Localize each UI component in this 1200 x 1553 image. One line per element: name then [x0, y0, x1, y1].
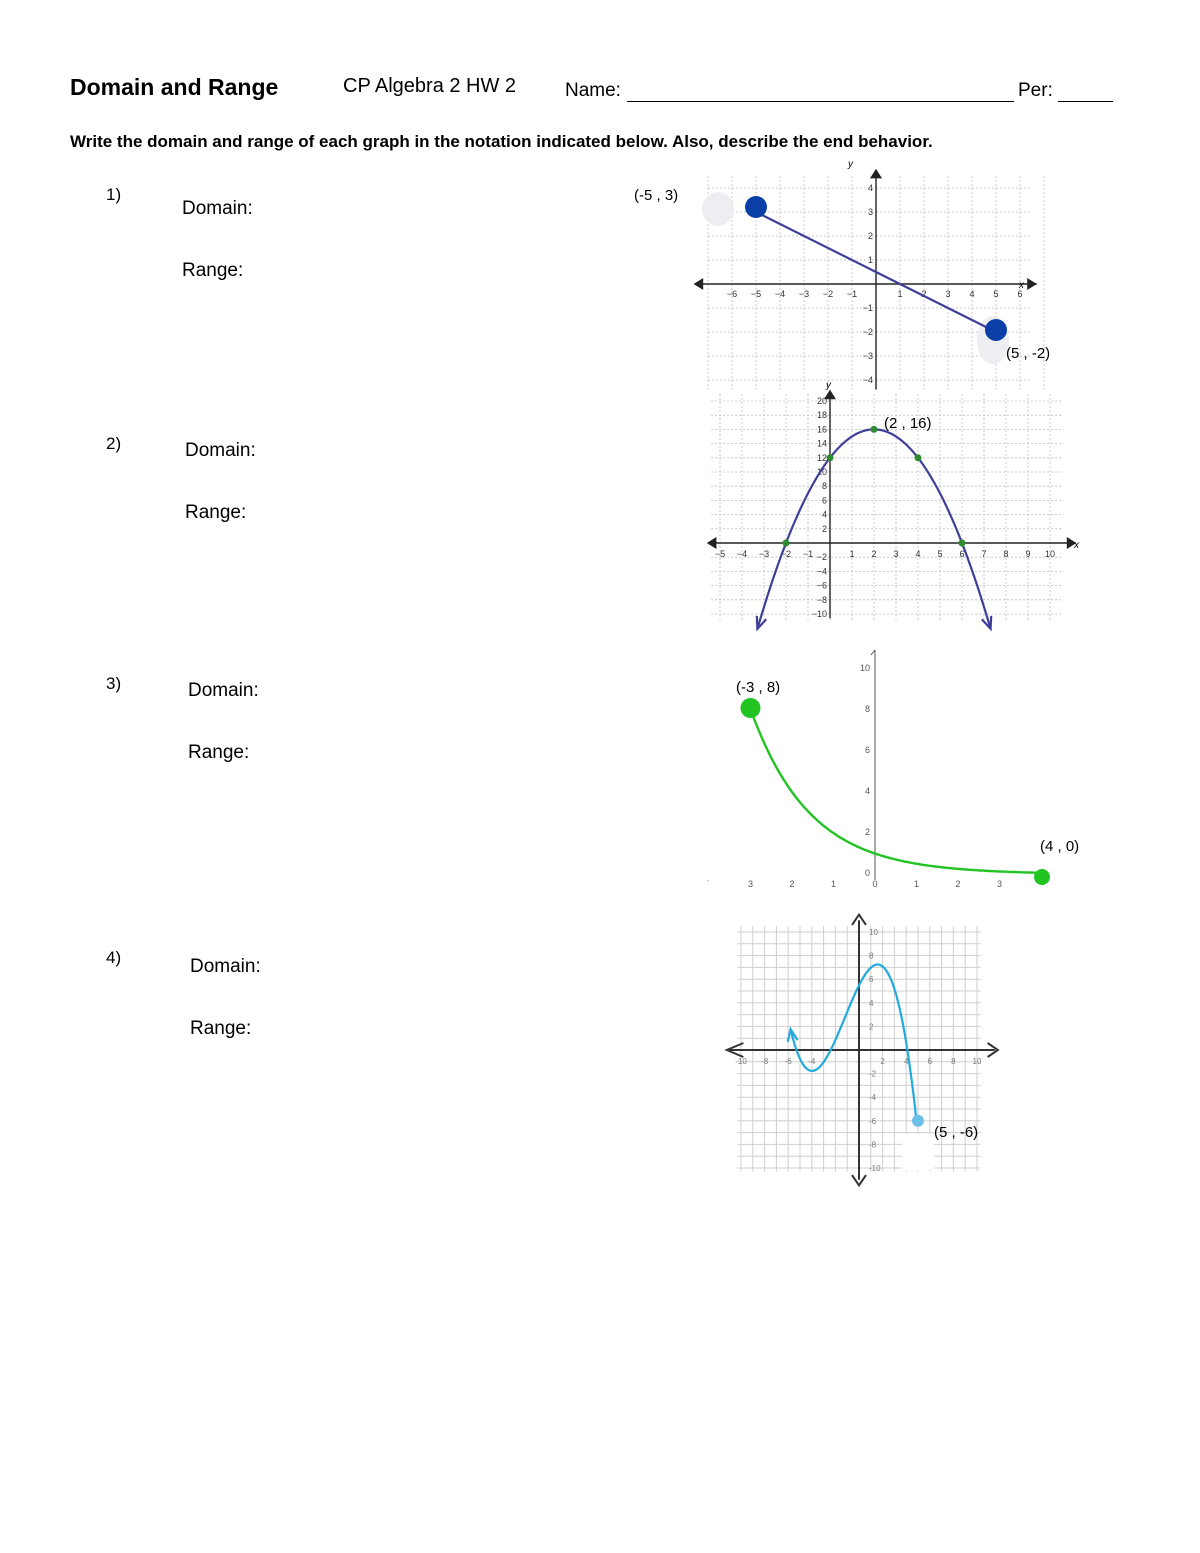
graph-1-x-tick-label: −6 — [726, 289, 738, 299]
graph-2-x-tick-label: −4 — [736, 549, 748, 559]
graph-3-y-tick-label: 6 — [864, 745, 870, 755]
graph-3-x-tick-label: 3 — [747, 879, 754, 889]
graph-2-y-tick-label: −8 — [816, 594, 827, 605]
graph-4-x-tick-label: -4 — [808, 1057, 816, 1066]
graph-2-x-tick-label: −3 — [758, 549, 770, 559]
graph-2-y-tick-label: −10 — [811, 609, 827, 619]
problem-1-range-label: Range: — [182, 260, 244, 281]
graph-2-x-tick-label: 10 — [1044, 549, 1056, 559]
graph-4-x-tick-label: -10 — [735, 1057, 747, 1066]
graph-3-x-tick-label: 0 — [872, 879, 878, 889]
graph-1-right-endpoint-label: (5 , -2) — [1006, 345, 1051, 362]
graph-3-y-tick-label: 4 — [864, 786, 870, 796]
graph-1-x-tick-label: −1 — [846, 289, 858, 299]
graph-3-y-tick-label: 0 — [864, 868, 870, 878]
graph-4-x-tick-label: -8 — [761, 1057, 769, 1066]
problem-3-number: 3) — [106, 674, 122, 693]
graph-2-y-tick-label: −2 — [816, 552, 827, 563]
graph-4-x-tick-label: 6 — [927, 1057, 933, 1066]
graph-3-x-tick-label: 3 — [996, 879, 1003, 889]
problem-1-domain-label: Domain: — [182, 198, 253, 219]
problem-1-number: 1) — [106, 185, 122, 204]
graph-4-y-tick-label: -10 — [869, 1164, 881, 1173]
graph-4-y-tick-label: 8 — [869, 951, 874, 961]
graph-2-x-tick-label: 6 — [959, 549, 965, 559]
graph-1-x-tick-label: 4 — [969, 289, 975, 299]
graph-1-x-tick-label: 2 — [921, 289, 927, 299]
graph-2-x-tick-label: 3 — [893, 549, 899, 559]
graph-2-y-tick-label: 16 — [816, 424, 827, 435]
graph-1-x-tick-label: −2 — [822, 289, 834, 299]
graph-2-y-tick-label: 2 — [821, 523, 827, 534]
graph-1-y-tick-label: 2 — [867, 231, 873, 241]
graph-2-y-tick-label: 12 — [816, 452, 827, 463]
graph-1-y-tick-label: −4 — [862, 375, 873, 385]
graph-1-x-tick-label: 5 — [993, 289, 999, 299]
graph-1-x-axis-label: x — [1019, 280, 1024, 291]
problem-4-range-label: Range: — [190, 1018, 252, 1039]
graph-1-x-tick-label: −5 — [750, 289, 762, 299]
graph-4-label-mask — [902, 1134, 934, 1170]
graph-4-x-tick-label: 4 — [903, 1057, 909, 1066]
graph-2-y-tick-label: 20 — [816, 396, 827, 406]
graph-4-x-tick-label: 8 — [951, 1057, 956, 1066]
graph-2-x-tick-label: −5 — [714, 549, 726, 559]
graph-4-y-tick-label: -6 — [869, 1116, 877, 1126]
graph-2-y-tick-label: −4 — [816, 566, 827, 577]
graph-4-y-tick-label: 2 — [869, 1022, 874, 1032]
graph-2-y-axis-label: y — [826, 380, 831, 391]
graph-2-y-tick-label: 14 — [816, 438, 827, 449]
graph-4-x-tick-label: -6 — [784, 1057, 792, 1066]
graph-4-endpoint-label: (5 , -6) — [934, 1124, 979, 1141]
graph-4-endpoint — [912, 1115, 924, 1127]
graph-2-x-tick-label: 1 — [849, 549, 855, 559]
graph-4-y-tick-label: 10 — [869, 928, 878, 937]
graph-2-x-axis-label: x — [1074, 540, 1079, 551]
graph-2-x-tick-label: 5 — [937, 549, 943, 559]
problem-2-number: 2) — [106, 434, 122, 453]
graph-1-y-tick-label: −2 — [862, 327, 873, 337]
graph-1-left-endpoint-label: (-5 , 3) — [634, 187, 679, 204]
graph-1-x-tick-label: −4 — [774, 289, 786, 299]
graph-2-x-tick-label: 4 — [915, 549, 921, 559]
page-title: Domain and Range — [70, 74, 279, 100]
graph-3-left-endpoint-label: (-3 , 8) — [736, 679, 781, 696]
graph-2-y-tick-label: 6 — [821, 495, 827, 506]
graph-4-y-tick-label: 4 — [869, 998, 874, 1008]
instructions: Write the domain and range of each graph in the notation indicated below. Also, describe the end behavior. — [70, 132, 933, 151]
graph-4-x-tick-label: 2 — [880, 1057, 885, 1066]
graph-1-x-tick-label: 6 — [1017, 289, 1023, 299]
graph-1-y-axis-label: y — [848, 159, 853, 170]
graph-3-y-tick-label: 2 — [864, 827, 870, 837]
graph-3-x-tick-label: 2 — [789, 879, 795, 889]
graph-3-y-tick-label: 8 — [864, 704, 870, 714]
graph-2-y-tick-label: 8 — [821, 481, 827, 492]
graph-4-y-tick-label: -4 — [869, 1093, 877, 1103]
graph-1-x-tick-label: 3 — [945, 289, 951, 299]
graph-2-x-tick-label: 7 — [981, 549, 987, 559]
problem-3-range-label: Range: — [188, 742, 250, 763]
graph-4-y-tick-label: 6 — [869, 975, 874, 985]
period-label: Per: — [1018, 80, 1053, 101]
problem-2-domain-label: Domain: — [185, 440, 256, 461]
graph-2-y-tick-label: 10 — [816, 467, 827, 477]
graph-2-y-tick-label: 18 — [816, 410, 827, 421]
graph-4-y-tick-label: -2 — [869, 1069, 877, 1079]
graph-2-y-tick-label: 4 — [821, 509, 827, 520]
graph-3-x-tick-label: 1 — [830, 879, 837, 889]
graph-1-y-tick-label: 4 — [867, 183, 873, 193]
graph-1-y-tick-label: 3 — [867, 207, 873, 217]
graph-3-x-tick-mark: . — [707, 874, 710, 883]
graph-2-vertex-label: (2 , 16) — [884, 415, 932, 432]
graph-3-x-tick-label: 2 — [955, 879, 961, 889]
problem-2-range-label: Range: — [185, 502, 247, 523]
graph-2-x-tick-label: −1 — [802, 549, 814, 559]
graph-3-x-tick-label: 1 — [913, 879, 920, 889]
graph-2-x-tick-label: 2 — [871, 549, 877, 559]
name-label: Name: — [565, 80, 621, 101]
problem-4-domain-label: Domain: — [190, 956, 261, 977]
graph-4-x-tick-label: 10 — [972, 1057, 982, 1066]
graph-1-y-tick-label: −1 — [862, 303, 873, 313]
graph-1-y-tick-label: 1 — [867, 255, 873, 265]
graph-2-x-tick-label: 9 — [1025, 549, 1031, 559]
problem-4-number: 4) — [106, 948, 122, 967]
graph-2-x-tick-label: 8 — [1003, 549, 1009, 559]
graph-1-x-tick-label: 1 — [897, 289, 903, 299]
graph-3-right-endpoint-label: (4 , 0) — [1040, 838, 1080, 855]
graph-2-y-tick-label: −6 — [816, 580, 827, 591]
graph-1-y-tick-label: −3 — [862, 351, 873, 361]
graph-3-y-tick-label: 10 — [859, 663, 870, 673]
course-label: CP Algebra 2 HW 2 — [343, 75, 517, 97]
graph-1-x-tick-label: −3 — [798, 289, 810, 299]
graph-2-x-tick-label: −2 — [780, 549, 792, 559]
graph-4-curve — [791, 965, 918, 1127]
graph-4-y-tick-label: -8 — [869, 1140, 877, 1150]
problem-3-domain-label: Domain: — [188, 680, 259, 701]
